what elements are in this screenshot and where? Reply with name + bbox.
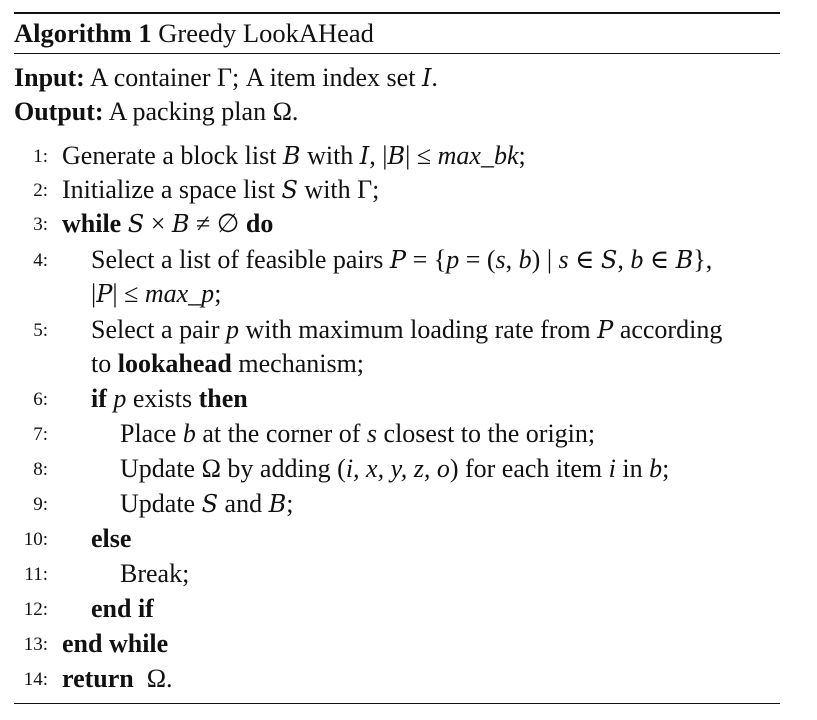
algorithm-text: else — [91, 524, 132, 553]
algorithm-text: b — [182, 419, 196, 448]
algorithm-text: I — [421, 64, 432, 92]
line-text — [91, 278, 221, 310]
algorithm-text: S — [281, 176, 298, 204]
algorithm-text: 2: — [33, 180, 48, 201]
algorithm-text: ∈ — [568, 245, 601, 274]
algorithm-text: according — [613, 315, 723, 344]
algorithm-text: Γ — [216, 63, 233, 92]
algorithm-text: in — [615, 454, 650, 483]
algorithm-text: 1: — [33, 146, 48, 167]
line-text — [120, 488, 293, 520]
algorithm-text: = { — [406, 245, 447, 274]
algorithm-text: Select a list of feasible pairs — [91, 245, 390, 274]
algorithm-text: | ≤ — [405, 141, 438, 170]
line-text — [91, 523, 131, 555]
line-text — [14, 96, 298, 128]
algorithm-text: Ω. — [133, 664, 173, 693]
algorithm-text: return — [62, 664, 134, 693]
algorithm-text: Break; — [120, 559, 190, 588]
top-rule — [14, 12, 780, 14]
algorithm-text: 6: — [33, 389, 48, 410]
algorithm-text: S — [201, 490, 219, 518]
algorithm-text: P — [96, 280, 113, 308]
algorithm-text: | ≤ — [112, 279, 145, 308]
algorithm-text: P — [389, 246, 407, 274]
algorithm-text: , | — [369, 141, 388, 170]
algorithm-text: ; — [518, 141, 526, 170]
algorithm-text: ∈ — [643, 245, 676, 274]
heading-rule — [14, 53, 780, 54]
algorithm-text: end if — [91, 594, 154, 623]
output-label: Output: — [14, 97, 104, 126]
algorithm-text: i, x, y, z, o — [345, 454, 450, 483]
line-text — [120, 418, 595, 450]
algorithm-text: s — [558, 245, 569, 274]
algorithm-text: ; — [286, 489, 294, 518]
algorithm-text: 12: — [23, 599, 48, 620]
algorithm-name: Greedy LookAHead — [158, 18, 374, 48]
algorithm-text: B — [282, 142, 301, 170]
line-text — [14, 62, 438, 94]
algorithm-text: , — [617, 245, 631, 274]
line-text — [62, 663, 173, 695]
algorithm-text: 13: — [23, 634, 48, 655]
algorithm-text: S — [600, 246, 618, 274]
input-label: Input: — [14, 63, 85, 92]
algorithm-text: Place — [120, 419, 183, 448]
line-text — [91, 348, 364, 380]
algorithm-text: 11: — [24, 564, 48, 585]
algorithm-text: A container — [89, 63, 217, 92]
algorithm-text: | — [91, 279, 97, 308]
algorithm-text: . — [291, 97, 299, 126]
algorithm-text: with Γ; — [297, 175, 380, 204]
algorithm-text: ; — [662, 454, 670, 483]
algorithm-text: B — [171, 210, 190, 238]
algorithm-text: b — [518, 245, 532, 274]
algorithm-text: B — [268, 490, 287, 518]
algorithm-text: Initialize a space list — [62, 175, 282, 204]
algorithm-text: ; A item index set — [232, 63, 422, 92]
algorithm-text: s — [495, 245, 506, 274]
line-text — [120, 453, 669, 485]
algorithm-text: , — [505, 245, 519, 274]
algorithm-text: with maximum loading rate from — [239, 315, 598, 344]
algorithm-text: if — [91, 384, 107, 413]
algorithm-text: Update Ω by adding ( — [120, 454, 346, 483]
algorithm-text: 7: — [33, 424, 48, 445]
line-text — [62, 628, 168, 660]
line-text — [91, 383, 248, 415]
algorithm-text: 9: — [33, 494, 48, 515]
algorithm-block — [14, 0, 780, 720]
algorithm-text: P — [597, 316, 614, 344]
algorithm-text: 8: — [33, 459, 48, 480]
algorithm-text: ) for each item — [449, 454, 609, 483]
algorithm-text: then — [198, 384, 248, 413]
algorithm-text: Generate a block list — [62, 141, 283, 170]
line-text — [62, 208, 273, 240]
algorithm-text: lookahead — [117, 349, 232, 378]
algorithm-text: with — [300, 141, 360, 170]
bottom-rule — [14, 703, 780, 704]
algorithm-text: 10: — [23, 529, 48, 550]
algorithm-text: Select a pair — [91, 315, 226, 344]
algorithm-text: to — [91, 349, 118, 378]
algorithm-text: end while — [62, 629, 169, 658]
algorithm-text: S — [127, 210, 145, 238]
algorithm-text: 14: — [23, 669, 48, 690]
algorithm-text: exists — [126, 384, 199, 413]
line-text — [62, 174, 379, 206]
algorithm-text: max_bk — [437, 141, 519, 170]
algorithm-text: b — [649, 454, 663, 483]
algorithm-text: ≠ ∅ — [189, 209, 246, 238]
algorithm-text: B — [387, 142, 406, 170]
algorithm-text: × — [144, 209, 172, 238]
line-text — [91, 244, 712, 276]
algorithm-text: 3: — [33, 214, 48, 235]
algorithm-text: while — [62, 209, 122, 238]
algorithm-text: I — [359, 142, 370, 170]
algorithm-text: p — [113, 384, 127, 413]
line-text — [62, 140, 526, 172]
algorithm-text: p — [446, 245, 460, 274]
algorithm-text: }, — [693, 245, 713, 274]
algorithm-text: mechanism; — [231, 349, 365, 378]
algorithm-text: s — [366, 419, 378, 448]
algorithm-text: at the corner of — [195, 419, 367, 448]
algorithm-text: p — [226, 315, 239, 344]
algorithm-text: closest to the origin; — [377, 419, 596, 448]
algorithm-text: . — [431, 63, 438, 92]
algorithm-text: ) | — [531, 245, 559, 274]
algorithm-text: = ( — [459, 245, 496, 274]
algorithm-text: max_p — [144, 279, 215, 308]
algorithm-text: Update — [120, 489, 202, 518]
algorithm-text: b — [630, 245, 644, 274]
algorithm-text: i — [608, 454, 616, 483]
line-text — [91, 593, 154, 625]
algorithm-text: A packing plan — [108, 97, 273, 126]
algorithm-text: do — [245, 209, 274, 238]
algorithm-text: and — [218, 489, 269, 518]
algorithm-label: Algorithm 1 — [14, 18, 152, 48]
algorithm-heading — [14, 15, 374, 51]
algorithm-text: 4: — [33, 250, 48, 271]
line-text — [91, 314, 722, 346]
algorithm-text: Ω — [272, 97, 292, 126]
algorithm-text: ; — [214, 279, 222, 308]
algorithm-text: 5: — [33, 320, 48, 341]
algorithm-text: B — [675, 246, 694, 274]
line-text — [120, 558, 189, 590]
